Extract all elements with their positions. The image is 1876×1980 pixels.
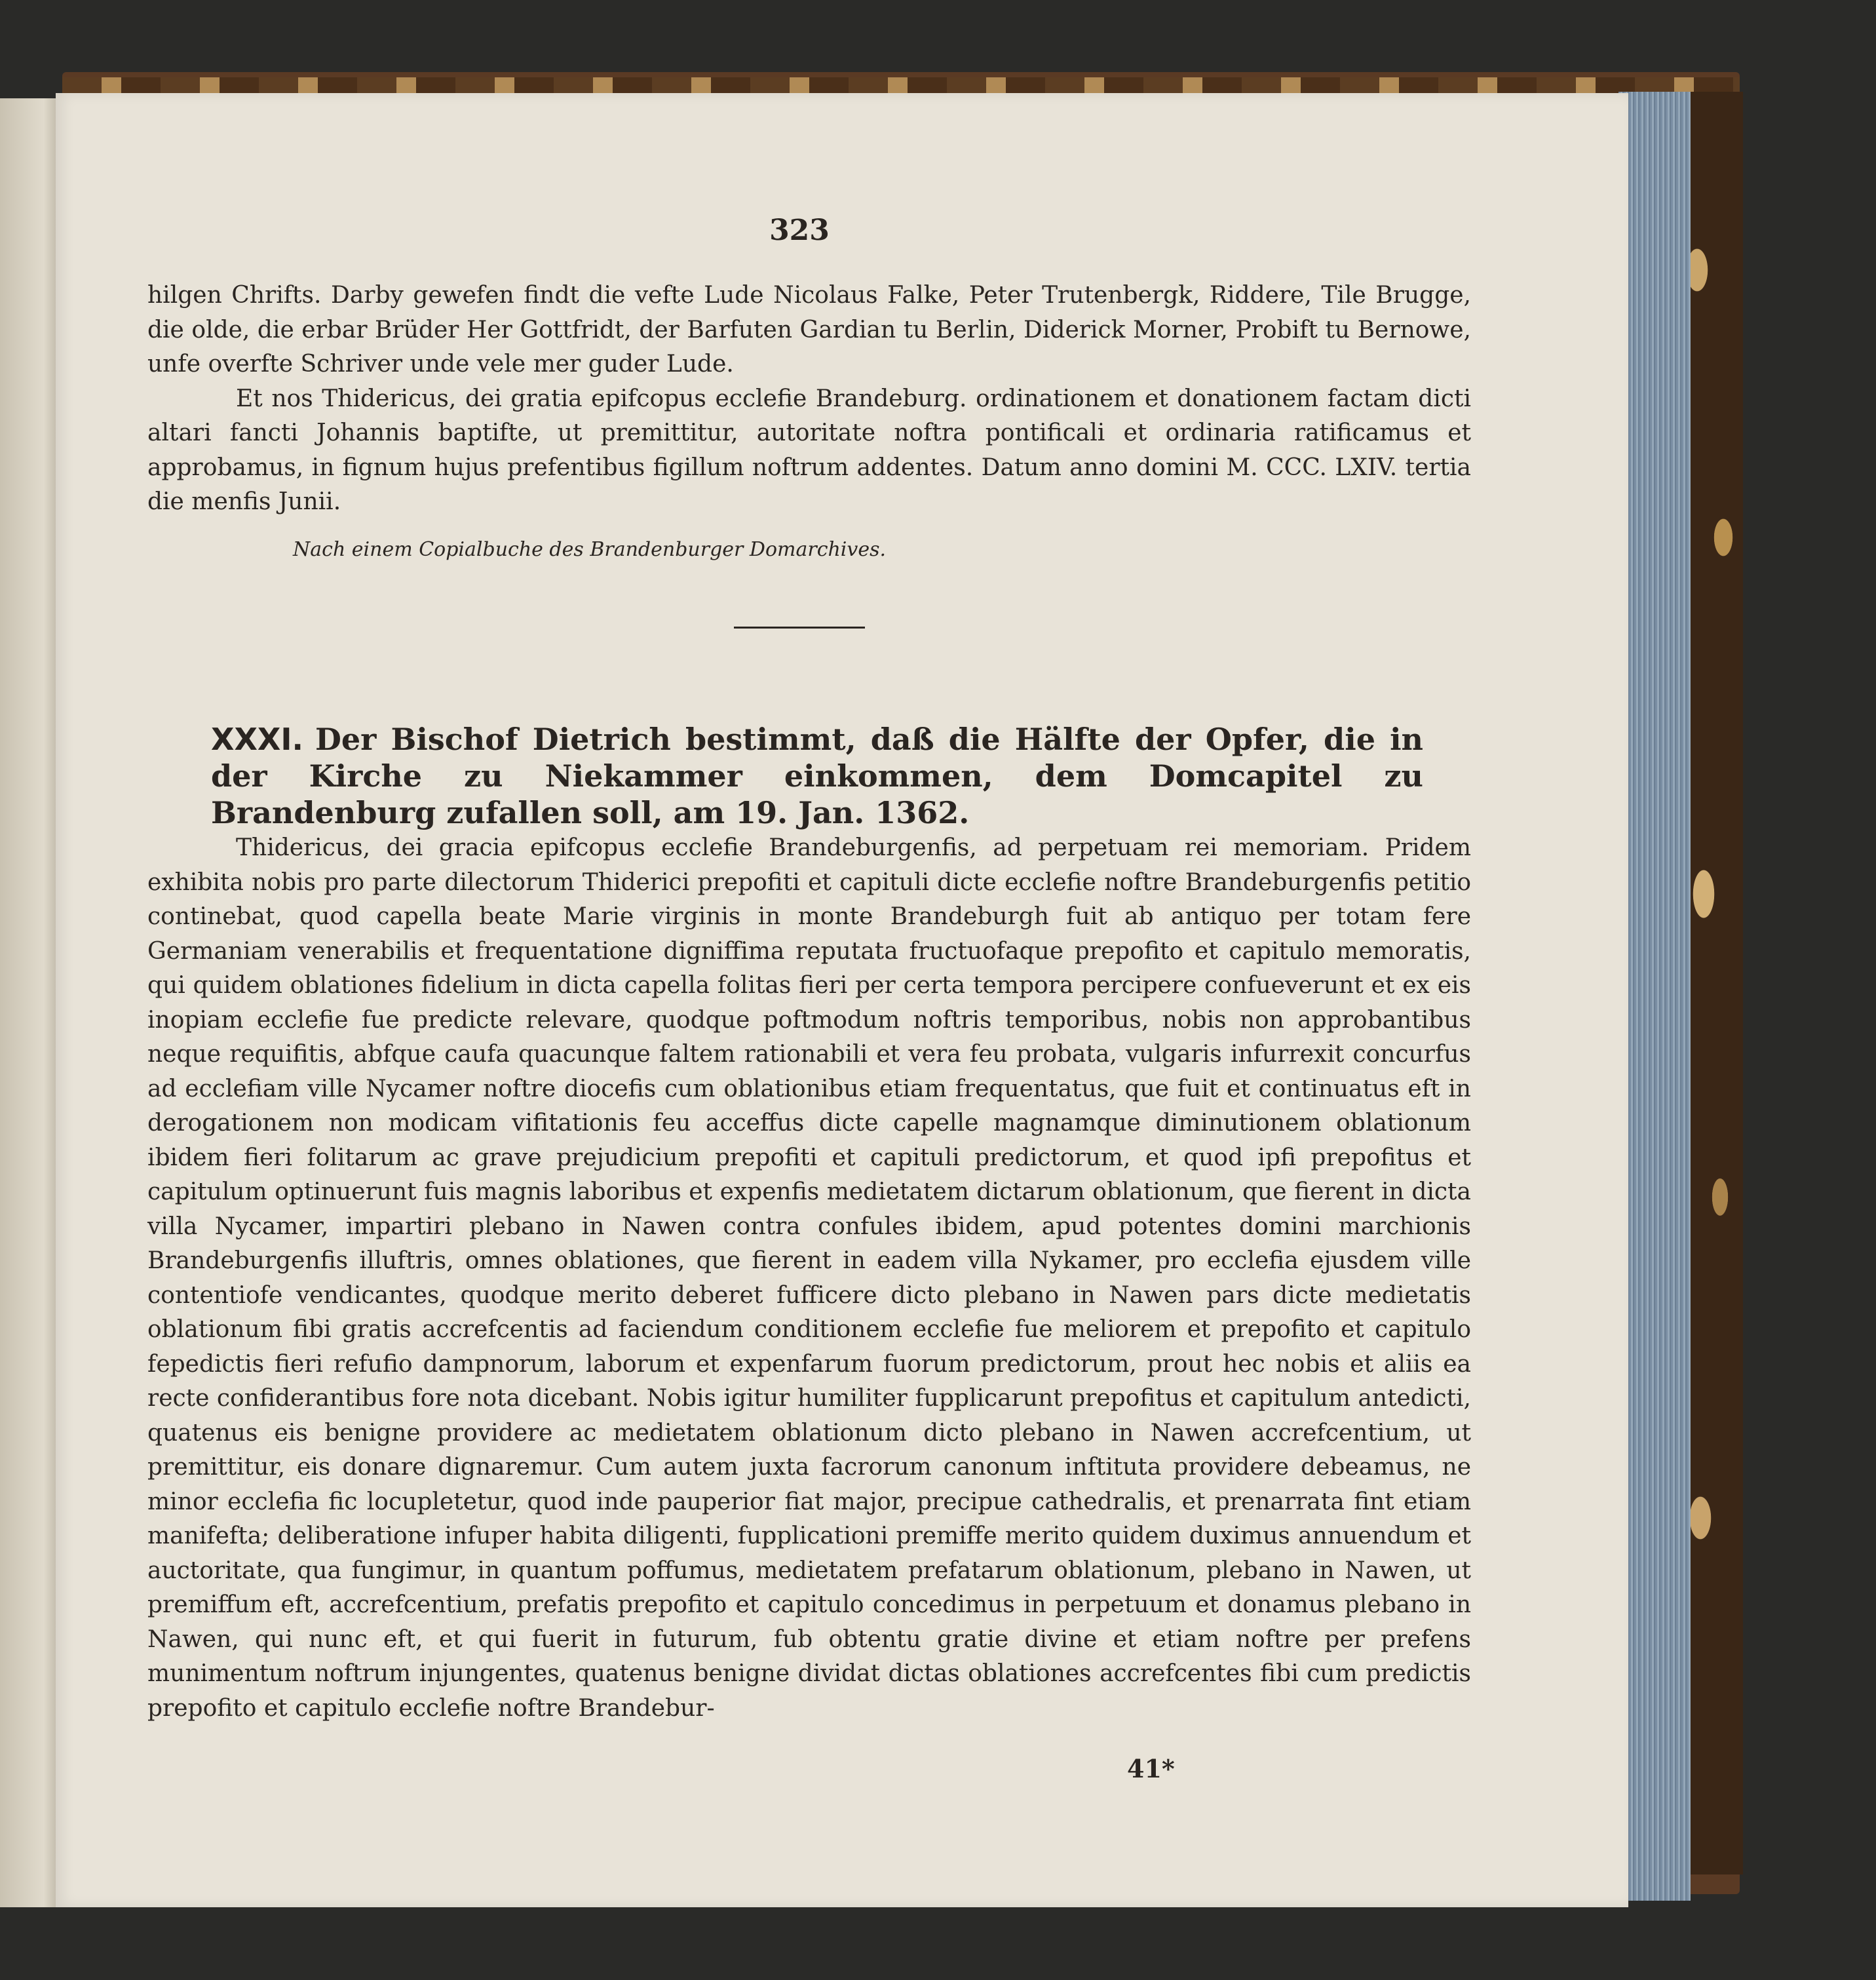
page-number: 323 [769,214,830,247]
section-divider [734,627,865,629]
page-block-edge [1618,92,1691,1901]
text-block-main [147,831,1471,1726]
source-note: Nach einem Copialbuche des Brandenburger Domarchives. [293,538,887,561]
paragraph-confirmation: Et nos Thidericus, dei gratia epifcopus ecclefie Brandeburg. ordinationem et donationem factam dicti altari fancti Johannis baptifte, ut premittitur, autoritate noftra pontificali et ordinaria ratificamus et approbamus, in fignum hujus prefentibus figillum noftrum addentes. Datum anno domini M. CCC. LXIV. tertia die menfis Junii. [147,385,1471,515]
heading-number: XXXI. [211,722,303,757]
paragraph-charter: Thidericus, dei gracia epifcopus ecclefie Brandeburgenfis, ad perpetuam rei memoriam. Pridem exhibita nobis pro parte dilectorum Thiderici prepofiti et capituli dicte ecclefie noftre Brandeburgenfis petitio continebat, quod capella beate Marie virginis in monte Brandeburgh fuit ab antiquo per totam fere Germaniam venerabilis et frequentatione digniffima reputata fructuofaque prepofito et capitulo memoratis, qui quidem oblationes fidelium in dicta capella folitas fieri per certa tempora percipere confueverunt et ex eis inopiam ecclefie fue predicte relevare, quodque poftmodum noftris temporibus, nobis non approbantibus neque requifitis, abfque caufa quacunque faltem rationabili et vera feu probata, vulgaris infurrexit concurfus ad ecclefiam ville Nycamer noftre diocefis cum oblationibus etiam frequentatus, que fuit et continuatus eft in derogationem non modicam vifitationis feu acceffus dicte capelle magnamque diminutionem oblationum ibidem fieri folitarum ac grave prejudicium prepofiti et capituli predictorum, et quod ipfi prepofitus et capitulum optinuerunt fuis magnis laboribus et expenfis medietatem dictarum oblationum, que fierent in dicta villa Nycamer, impartiri plebano in Nawen contra confules ibidem, apud potentes domini marchionis Brandeburgenfis illuftris, omnes oblationes, que fierent in eadem villa Nykamer, pro ecclefia ejusdem ville contentiofe vendicantes, quodque merito deberet fufficere dicto plebano in Nawen pars dicte medietatis oblationum fibi gratis accrefcentis ad faciendum conditionem ecclefie fue meliorem et prepofito et capitulo fepedictis fieri refufio dampnorum, laborum et expenfarum fuorum predictorum, prout hec nobis et aliis ea recte confiderantibus fore nota dicebant. Nobis igitur humiliter fupplicarunt prepofitus et capitulum antedicti, quatenus eis benigne providere ac medietatem oblationum dicto plebano in Nawen accrefcentium, ut premittitur, eis donare dignaremur. Cum autem juxta facrorum canonum inftituta providere debeamus, ne minor ecclefia fic locupletetur, quod inde pauperior fiat major, precipue cathedralis, et prenarrata fint etiam manifefta; deliberatione infuper habita diligenti, fupplicationi premiffe merito quidem duximus annuendum et auctoritate, qua fungimur, in quantum poffumus, medietatem prefatarum oblationum, plebano in Nawen, ut premiffum eft, accrefcentium, prefatis prepofito et capitulo concedimus in perpetuum et donamus plebano in Nawen, qui nunc eft, et qui fuerit in futurum, fub obtentu gratie divine et etiam noftre per prefens munimentum noftrum injungentes, quatenus benigne dividat dictas oblationes accrefcentes fibi cum predictis prepofito et capitulo ecclefie noftre Brandebur- [147,834,1471,1722]
heading-text: Der Bischof Dietrich bestimmt, daß die Hälfte der Opfer, die in der Kirche zu Niekammer einkommen, dem Domcapitel zu Brandenburg zufallen soll, am 19. Jan. 1362. [211,722,1423,830]
document-heading [211,721,1423,831]
text-block-top [147,279,1471,520]
paragraph-continuation: hilgen Chrifts. Darby gewefen findt die vefte Lude Nicolaus Falke, Peter Trutenbergk, Riddere, Tile Brugge, die olde, die erbar Brüder Her Gottfridt, der Barfuten Gardian tu Berlin, Diderick Morner, Probift tu Bernowe, unfe overfte Schriver unde vele mer guder Lude. [147,282,1471,378]
left-page-edge [0,98,62,1907]
signature-mark: 41* [1127,1754,1175,1783]
